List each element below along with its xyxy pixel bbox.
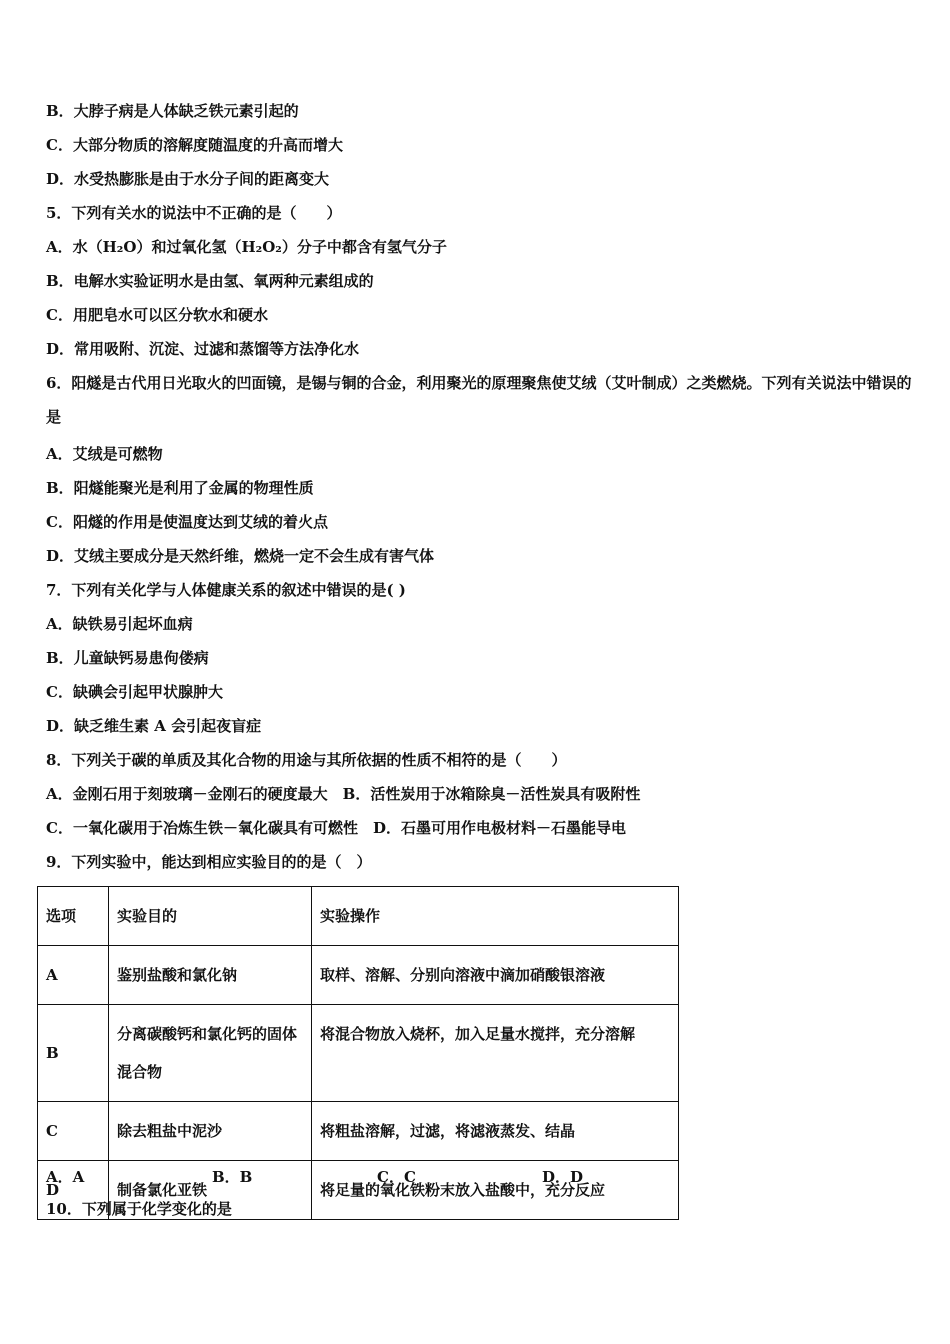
header-cell: 实验操作: [312, 887, 679, 946]
option-line: D．常用吸附、沉淀、过滤和蒸馏等方法净化水: [46, 340, 360, 358]
answer-choice-b: B．B: [212, 1168, 253, 1186]
header-cell: 选项: [38, 887, 109, 946]
question-8: 8．下列关于碳的单质及其化合物的用途与其所依据的性质不相符的是（ ）: [46, 751, 567, 769]
option-line: B．大脖子病是人体缺乏铁元素引起的: [46, 102, 299, 120]
option-line: D．水受热膨胀是由于水分子间的距离变大: [46, 170, 330, 188]
question-10: 10．下列属于化学变化的是: [46, 1200, 232, 1218]
table-cell-goal: 分离碳酸钙和氯化钙的固体混合物: [109, 1005, 312, 1102]
option-line: C．阳燧的作用是使温度达到艾绒的着火点: [46, 513, 328, 531]
option-line: C．一氧化碳用于冶炼生铁－氧化碳具有可燃性 D．石墨可用作电极材料－石墨能导电: [46, 819, 626, 837]
answer-choice-c: C．C: [377, 1168, 416, 1186]
table-cell-option: C: [38, 1102, 109, 1161]
table-row: [38, 946, 679, 1005]
table-cell-option: A: [38, 946, 109, 1005]
table-cell-operation: 取样、溶解、分别向溶液中滴加硝酸银溶液: [312, 946, 679, 1005]
option-line: A．金刚石用于刻玻璃－金刚石的硬度最大 B．活性炭用于冰箱除臭－活性炭具有吸附性: [46, 785, 641, 803]
table-cell-operation: 将混合物放入烧杯，加入足量水搅拌，充分溶解: [312, 1005, 679, 1102]
option-line: B．儿童缺钙易患佝偻病: [46, 649, 209, 667]
table-cell-goal: 鉴别盐酸和氯化钠: [109, 946, 312, 1005]
answer-choice-d: D．D: [542, 1168, 584, 1186]
option-line: A．缺铁易引起坏血病: [46, 615, 193, 633]
table-row: [38, 1005, 679, 1102]
question-6: 6．阳燧是古代用日光取火的凹面镜，是锡与铜的合金，利用聚光的原理聚焦使艾绒（艾叶制成）之类燃烧。下列有关说法中错误的是: [46, 374, 912, 426]
question-5: 5．下列有关水的说法中不正确的是（ ）: [46, 204, 342, 222]
option-line: B．阳燧能聚光是利用了金属的物理性质: [46, 479, 314, 497]
table-cell-option: D: [38, 1161, 109, 1220]
table-cell-goal: 制备氯化亚铁: [109, 1161, 312, 1220]
option-line: C．缺碘会引起甲状腺肿大: [46, 683, 223, 701]
option-line: B．电解水实验证明水是由氢、氧两种元素组成的: [46, 272, 374, 290]
table-cell-goal: 除去粗盐中泥沙: [109, 1102, 312, 1161]
table-cell-operation: 将粗盐溶解，过滤，将滤液蒸发、结晶: [312, 1102, 679, 1161]
table-cell-operation: 将足量的氧化铁粉末放入盐酸中，充分反应: [312, 1161, 679, 1220]
header-cell: 实验目的: [109, 887, 312, 946]
question-9: 9．下列实验中，能达到相应实验目的的是（ ）: [46, 853, 372, 871]
table-header-row: [38, 887, 679, 946]
option-line: D．缺乏维生素 A 会引起夜盲症: [46, 717, 262, 735]
option-line: C．用肥皂水可以区分软水和硬水: [46, 306, 268, 324]
question-7: 7．下列有关化学与人体健康关系的叙述中错误的是( ): [46, 581, 406, 599]
table-cell-option: B: [38, 1005, 109, 1102]
option-line: A．艾绒是可燃物: [46, 445, 163, 463]
answer-choice-a: A．A: [46, 1168, 85, 1186]
option-line: C．大部分物质的溶解度随温度的升高而增大: [46, 136, 343, 154]
option-line: D．艾绒主要成分是天然纤维，燃烧一定不会生成有害气体: [46, 547, 435, 565]
table-row: [38, 1102, 679, 1161]
option-line: A．水（H₂O）和过氧化氢（H₂O₂）分子中都含有氢气分子: [46, 238, 447, 256]
